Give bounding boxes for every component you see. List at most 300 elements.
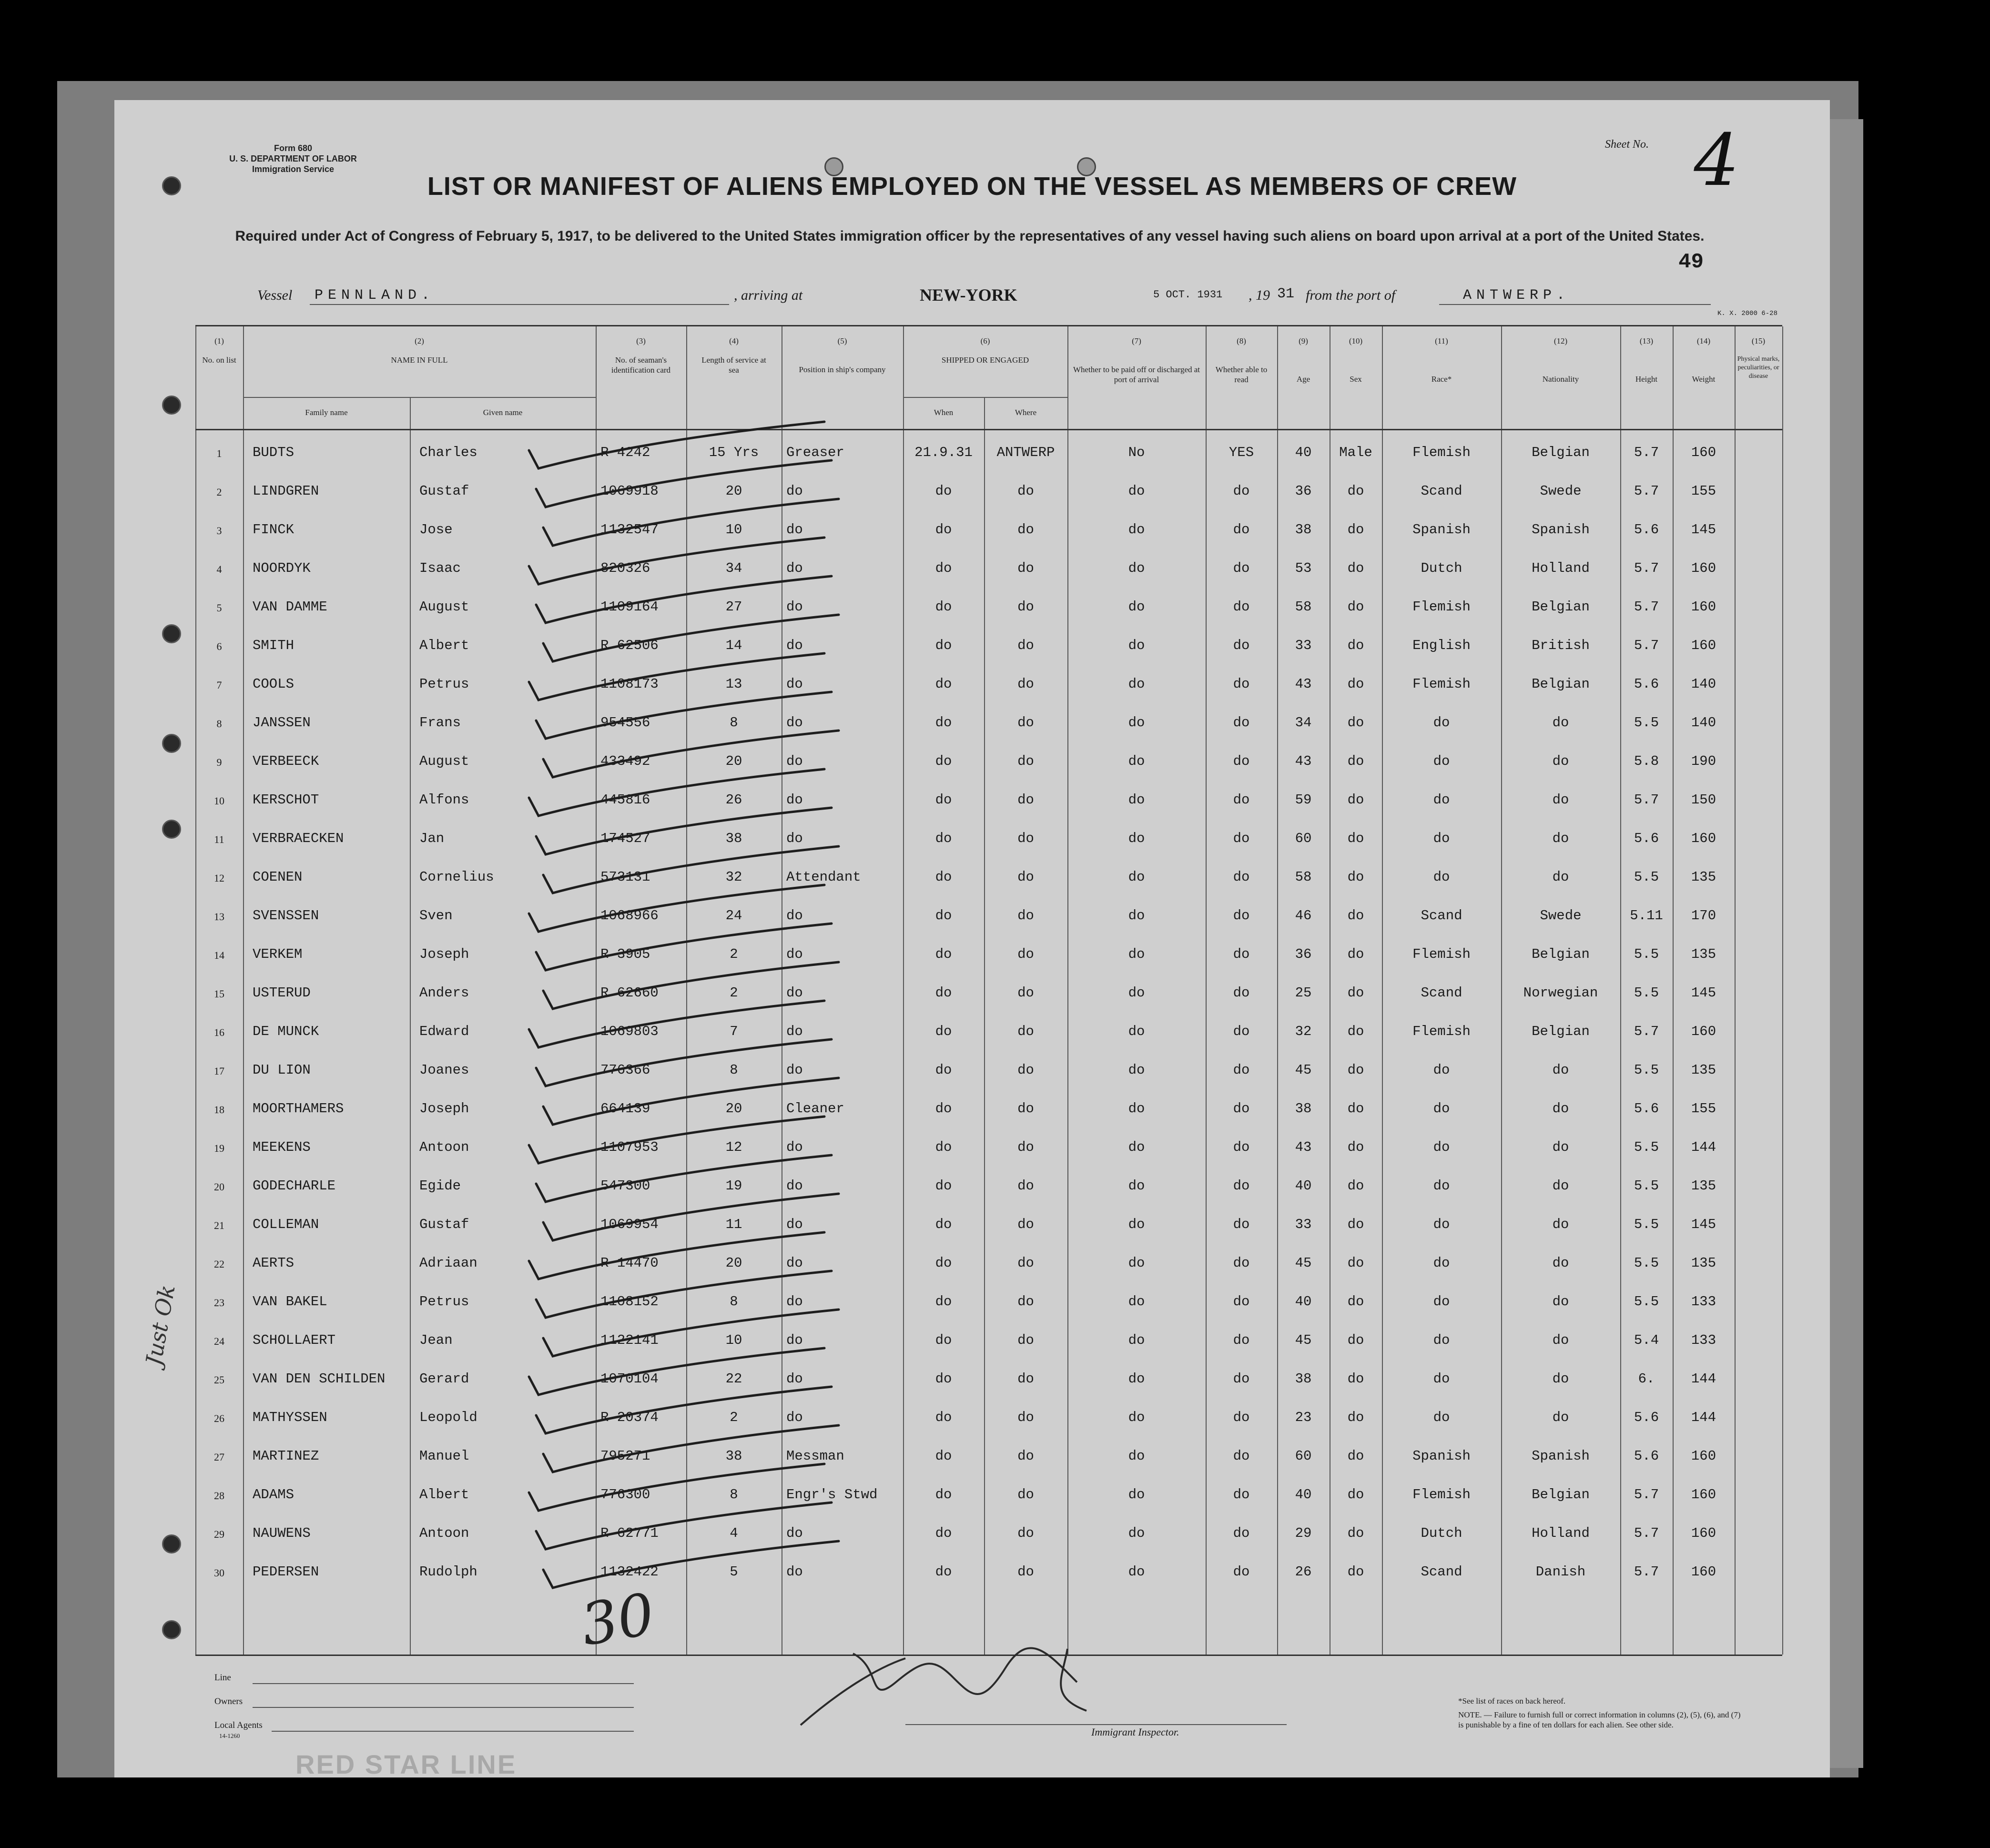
cell-nationality: do: [1552, 1332, 1569, 1348]
cell-age: 60: [1295, 831, 1312, 846]
cell-sex: do: [1347, 676, 1364, 692]
cell-sex: do: [1347, 1024, 1364, 1039]
cell-length: 8: [730, 1062, 738, 1078]
cell-card: 795271: [600, 1448, 650, 1464]
col-nationality-header: Nationality: [1542, 375, 1579, 384]
cell-given: Charles: [419, 445, 477, 460]
cell-nationality: do: [1552, 753, 1569, 769]
cell-age: 38: [1295, 1371, 1312, 1387]
cell-position: do: [786, 676, 803, 692]
cell-sex: do: [1347, 1294, 1364, 1310]
cell-no: 22: [214, 1258, 224, 1270]
cell-position: do: [786, 831, 803, 846]
year: 31: [1277, 286, 1295, 302]
col-marks-number: (15): [1751, 336, 1766, 345]
cell-paid: do: [1128, 1410, 1145, 1425]
cell-nationality: do: [1552, 831, 1569, 846]
cell-where: do: [1017, 908, 1034, 924]
cell-sex: do: [1347, 792, 1364, 808]
cell-no: 30: [214, 1567, 224, 1579]
check-mark: [529, 1232, 824, 1279]
cell-race: do: [1433, 1410, 1450, 1425]
punch-hole: [162, 820, 181, 839]
cell-nationality: Belgian: [1532, 676, 1590, 692]
cell-nationality: do: [1552, 1139, 1569, 1155]
cell-nationality: do: [1552, 792, 1569, 808]
footer-agents-label: Local Agents: [214, 1720, 263, 1730]
check-mark: [529, 1001, 824, 1047]
check-mark: [543, 846, 839, 893]
cell-read: do: [1233, 638, 1250, 653]
cell-age: 59: [1295, 792, 1312, 808]
cell-given: Adriaan: [419, 1255, 477, 1271]
sheet-number: 4: [1694, 119, 1739, 202]
cell-age: 33: [1295, 1217, 1312, 1232]
col-paid-number: (7): [1132, 336, 1141, 345]
check-mark: [543, 499, 839, 546]
cell-age: 36: [1295, 946, 1312, 962]
cell-given: Antoon: [419, 1525, 469, 1541]
cell-read: do: [1233, 1217, 1250, 1232]
cell-family: MOORTHAMERS: [253, 1101, 344, 1117]
cell-weight: 144: [1691, 1139, 1716, 1155]
cell-nationality: Belgian: [1532, 946, 1590, 962]
cell-where: do: [1017, 560, 1034, 576]
check-mark: [536, 576, 832, 623]
cell-no: 8: [216, 718, 222, 730]
cell-paid: do: [1128, 1178, 1145, 1194]
penalty-note: NOTE. — Failure to furnish full or correct information in columns (2), (5), (6), and (7) is punishable by a fine of ten dollars for each alien. See other side.: [1458, 1710, 1741, 1729]
cell-card: R 62771: [600, 1525, 659, 1541]
cell-position: do: [786, 1139, 803, 1155]
col-position-header: Position in ship's company: [799, 365, 886, 374]
col-shipped-number: (6): [980, 336, 990, 345]
cell-height: 5.7: [1634, 1525, 1659, 1541]
cell-given: Isaac: [419, 560, 461, 576]
cell-position: do: [786, 1024, 803, 1039]
cell-height: 5.6: [1634, 1448, 1659, 1464]
cell-race: Scand: [1421, 985, 1462, 1001]
cell-paid: do: [1128, 1371, 1145, 1387]
cell-height: 5.5: [1634, 1178, 1659, 1194]
cell-nationality: do: [1552, 1062, 1569, 1078]
cell-race: do: [1433, 792, 1450, 808]
check-mark: [536, 460, 832, 507]
cell-card: 1069918: [600, 483, 659, 499]
cell-nationality: Belgian: [1532, 445, 1590, 460]
cell-card: 1132422: [600, 1564, 659, 1580]
cell-family: VAN DEN SCHILDEN: [253, 1371, 386, 1387]
cell-nationality: do: [1552, 1294, 1569, 1310]
cell-when: do: [935, 1487, 952, 1503]
cell-no: 18: [214, 1104, 224, 1116]
cell-race: Flemish: [1412, 445, 1471, 460]
cell-sex: do: [1347, 715, 1364, 731]
cell-no: 12: [214, 872, 224, 884]
cell-race: do: [1433, 1178, 1450, 1194]
cell-card: 1068966: [600, 908, 659, 924]
cell-position: Messman: [786, 1448, 844, 1464]
cell-card: 1109164: [600, 599, 659, 615]
cell-length: 10: [725, 522, 742, 538]
cell-given: August: [419, 599, 469, 615]
cell-weight: 190: [1691, 753, 1716, 769]
col-weight-header: Weight: [1692, 375, 1716, 384]
cell-height: 5.5: [1634, 946, 1659, 962]
cell-height: 5.7: [1634, 560, 1659, 576]
footer-owners-label: Owners: [214, 1696, 243, 1706]
punch-hole: [162, 1534, 181, 1554]
check-mark: [543, 615, 839, 661]
cell-where: do: [1017, 638, 1034, 653]
cell-family: PEDERSEN: [253, 1564, 319, 1580]
cell-given: Joanes: [419, 1062, 469, 1078]
cell-family: COENEN: [253, 869, 303, 885]
cell-read: do: [1233, 792, 1250, 808]
cell-family: AERTS: [253, 1255, 294, 1271]
cell-read: do: [1233, 753, 1250, 769]
cell-family: SMITH: [253, 638, 294, 653]
cell-position: do: [786, 753, 803, 769]
cell-no: 5: [216, 602, 222, 614]
cell-age: 46: [1295, 908, 1312, 924]
cell-length: 20: [725, 1255, 742, 1271]
cell-sex: do: [1347, 1448, 1364, 1464]
cell-sex: do: [1347, 1371, 1364, 1387]
cell-paid: do: [1128, 1294, 1145, 1310]
cell-position: do: [786, 1564, 803, 1580]
check-mark: [536, 1387, 832, 1433]
check-mark: [536, 924, 832, 970]
cell-card: R 4242: [600, 445, 650, 460]
cell-when: do: [935, 869, 952, 885]
cell-family: MEEKENS: [253, 1139, 311, 1155]
cell-card: 954556: [600, 715, 650, 731]
col-race-header: Race*: [1431, 375, 1452, 384]
cell-weight: 135: [1691, 1062, 1716, 1078]
cell-height: 5.6: [1634, 1101, 1659, 1117]
cell-height: 6.: [1638, 1371, 1655, 1387]
cell-position: do: [786, 638, 803, 653]
cell-when: do: [935, 599, 952, 615]
cell-where: do: [1017, 946, 1034, 962]
cell-read: do: [1233, 1487, 1250, 1503]
cell-sex: do: [1347, 1178, 1364, 1194]
cell-no: 19: [214, 1142, 224, 1154]
cell-where: do: [1017, 1024, 1034, 1039]
cell-card: 445816: [600, 792, 650, 808]
cell-race: do: [1433, 1255, 1450, 1271]
cell-where: do: [1017, 985, 1034, 1001]
cell-nationality: Swede: [1540, 908, 1582, 924]
cell-length: 8: [730, 715, 738, 731]
cell-height: 5.5: [1634, 715, 1659, 731]
cell-card: R 14470: [600, 1255, 659, 1271]
cell-race: do: [1433, 1101, 1450, 1117]
cell-nationality: do: [1552, 1410, 1569, 1425]
cell-weight: 135: [1691, 946, 1716, 962]
crew-table: [195, 325, 1782, 1656]
cell-sex: do: [1347, 985, 1364, 1001]
cell-position: do: [786, 599, 803, 615]
cell-no: 1: [216, 447, 222, 459]
cell-length: 13: [725, 676, 742, 692]
cell-family: VAN DAMME: [253, 599, 327, 615]
cell-no: 11: [214, 833, 224, 845]
vessel-label: Vessel: [257, 287, 293, 303]
cell-race: Spanish: [1412, 522, 1471, 538]
cell-height: 5.6: [1634, 831, 1659, 846]
cell-paid: do: [1128, 1525, 1145, 1541]
cell-where: do: [1017, 1101, 1034, 1117]
underline: [1439, 304, 1711, 305]
cell-when: do: [935, 483, 952, 499]
page-title: LIST OR MANIFEST OF ALIENS EMPLOYED ON THE VESSEL AS MEMBERS OF CREW: [427, 172, 1517, 201]
cell-paid: do: [1128, 831, 1145, 846]
cell-no: 15: [214, 988, 224, 1000]
cell-height: 5.7: [1634, 638, 1659, 653]
cell-length: 19: [725, 1178, 742, 1194]
cell-height: 5.6: [1634, 522, 1659, 538]
col-when-header: When: [934, 408, 954, 417]
cell-weight: 135: [1691, 1178, 1716, 1194]
cell-where: do: [1017, 1525, 1034, 1541]
cell-when: do: [935, 1564, 952, 1580]
cell-age: 23: [1295, 1410, 1312, 1425]
cell-family: SVENSSEN: [253, 908, 319, 924]
cell-height: 5.5: [1634, 1255, 1659, 1271]
cell-paid: do: [1128, 753, 1145, 769]
cell-length: 10: [725, 1332, 742, 1348]
cell-weight: 160: [1691, 1024, 1716, 1039]
cell-family: ADAMS: [253, 1487, 294, 1503]
cell-paid: do: [1128, 1255, 1145, 1271]
cell-length: 11: [725, 1217, 742, 1232]
cell-given: Cornelius: [419, 869, 494, 885]
cell-weight: 135: [1691, 1255, 1716, 1271]
cell-nationality: do: [1552, 1101, 1569, 1117]
cell-when: do: [935, 638, 952, 653]
cell-position: do: [786, 560, 803, 576]
cell-weight: 150: [1691, 792, 1716, 808]
cell-where: do: [1017, 1371, 1034, 1387]
cell-position: do: [786, 1217, 803, 1232]
races-note: *See list of races on back hereof.: [1458, 1696, 1566, 1706]
cell-sex: do: [1347, 908, 1364, 924]
cell-paid: do: [1128, 792, 1145, 808]
margin-note: Just Ok: [141, 1283, 180, 1368]
cell-card: 1122141: [600, 1332, 659, 1348]
cell-family: MARTINEZ: [253, 1448, 319, 1464]
cell-length: 27: [725, 599, 742, 615]
cell-nationality: do: [1552, 1255, 1569, 1271]
cell-race: do: [1433, 1332, 1450, 1348]
cell-where: do: [1017, 1217, 1034, 1232]
cell-read: do: [1233, 908, 1250, 924]
cell-where: do: [1017, 715, 1034, 731]
cell-no: 17: [214, 1065, 224, 1077]
cell-position: do: [786, 1525, 803, 1541]
handwritten-checkmarks: [195, 326, 1782, 1655]
cell-no: 6: [216, 640, 222, 652]
col-age-header: Age: [1296, 375, 1310, 384]
cell-race: Scand: [1421, 908, 1462, 924]
cell-no: 26: [214, 1412, 224, 1424]
cell-height: 5.8: [1634, 753, 1659, 769]
cell-height: 5.7: [1634, 1024, 1659, 1039]
cell-weight: 144: [1691, 1410, 1716, 1425]
cell-where: do: [1017, 1294, 1034, 1310]
underline: [253, 1683, 634, 1684]
cell-sex: do: [1347, 1564, 1364, 1580]
cell-paid: do: [1128, 522, 1145, 538]
cell-race: do: [1433, 753, 1450, 769]
cell-position: do: [786, 985, 803, 1001]
col-read-number: (8): [1237, 336, 1246, 345]
cell-where: do: [1017, 1564, 1034, 1580]
cell-given: Jose: [419, 522, 453, 538]
voyage-line: [257, 285, 1711, 309]
cell-weight: 145: [1691, 985, 1716, 1001]
cell-weight: 155: [1691, 1101, 1716, 1117]
cell-nationality: do: [1552, 869, 1569, 885]
cell-paid: do: [1128, 715, 1145, 731]
cell-family: NAUWENS: [253, 1525, 311, 1541]
cell-sex: do: [1347, 1101, 1364, 1117]
cell-no: 10: [214, 795, 224, 807]
cell-card: R 3905: [600, 946, 650, 962]
cell-age: 32: [1295, 1024, 1312, 1039]
cell-weight: 160: [1691, 831, 1716, 846]
cell-length: 38: [725, 1448, 742, 1464]
check-mark: [536, 692, 832, 739]
cell-card: 547300: [600, 1178, 650, 1194]
cell-where: do: [1017, 753, 1034, 769]
cell-weight: 133: [1691, 1294, 1716, 1310]
cell-race: Dutch: [1421, 1525, 1462, 1541]
cell-position: Engr's Stwd: [786, 1487, 878, 1503]
cell-height: 5.7: [1634, 445, 1659, 460]
cell-race: do: [1433, 1294, 1450, 1310]
cell-family: SCHOLLAERT: [253, 1332, 336, 1348]
cell-read: do: [1233, 483, 1250, 499]
cell-where: do: [1017, 1487, 1034, 1503]
punch-hole: [162, 624, 181, 643]
cell-position: do: [786, 483, 803, 499]
cell-position: do: [786, 946, 803, 962]
port-of-arrival: NEW-YORK: [920, 285, 1017, 305]
cell-when: do: [935, 792, 952, 808]
cell-where: do: [1017, 869, 1034, 885]
cell-when: do: [935, 1217, 952, 1232]
check-mark: [536, 1039, 832, 1086]
cell-card: R 62660: [600, 985, 659, 1001]
col-no-number: (1): [214, 336, 224, 345]
punch-hole: [162, 1620, 181, 1639]
cell-when: do: [935, 985, 952, 1001]
cell-nationality: Belgian: [1532, 1487, 1590, 1503]
cell-no: 24: [214, 1335, 224, 1347]
cell-position: do: [786, 1255, 803, 1271]
cell-family: VERBRAECKEN: [253, 831, 344, 846]
cell-length: 2: [730, 946, 738, 962]
subtitle: Required under Act of Congress of February 5, 1917, to be delivered to the United States immigration officer by the representatives of any vessel having such aliens on board upon arrival at a port of the United States.: [235, 228, 1705, 244]
cell-where: do: [1017, 676, 1034, 692]
cell-family: COOLS: [253, 676, 294, 692]
cell-read: do: [1233, 1371, 1250, 1387]
cell-age: 25: [1295, 985, 1312, 1001]
arriving-label: , arriving at: [734, 287, 803, 303]
cell-where: do: [1017, 792, 1034, 808]
cell-length: 8: [730, 1487, 738, 1503]
cell-given: Albert: [419, 1487, 469, 1503]
check-mark: [543, 1194, 839, 1240]
cell-nationality: Spanish: [1532, 1448, 1590, 1464]
cell-weight: 140: [1691, 676, 1716, 692]
check-mark: [536, 808, 832, 854]
cell-length: 2: [730, 985, 738, 1001]
cell-when: do: [935, 946, 952, 962]
col-length-header: Length of service at sea: [701, 355, 766, 375]
cell-read: do: [1233, 1294, 1250, 1310]
underline: [310, 304, 729, 305]
cell-sex: do: [1347, 638, 1364, 653]
cell-where: do: [1017, 599, 1034, 615]
cell-age: 26: [1295, 1564, 1312, 1580]
cell-position: do: [786, 1371, 803, 1387]
cell-card: 1108173: [600, 676, 659, 692]
cell-length: 26: [725, 792, 742, 808]
cell-given: Gerard: [419, 1371, 469, 1387]
cell-age: 43: [1295, 1139, 1312, 1155]
cell-paid: do: [1128, 599, 1145, 615]
cell-given: Albert: [419, 638, 469, 653]
cell-no: 21: [214, 1219, 224, 1231]
cell-race: Flemish: [1412, 676, 1471, 692]
cell-nationality: Belgian: [1532, 599, 1590, 615]
cell-length: 8: [730, 1294, 738, 1310]
cell-where: do: [1017, 1332, 1034, 1348]
cell-race: do: [1433, 1371, 1450, 1387]
cell-weight: 145: [1691, 522, 1716, 538]
cell-paid: do: [1128, 676, 1145, 692]
cell-race: do: [1433, 831, 1450, 846]
cell-no: 3: [216, 525, 222, 537]
cell-given: Sven: [419, 908, 453, 924]
cell-age: 36: [1295, 483, 1312, 499]
check-mark: [529, 1464, 824, 1511]
cell-card: 1069803: [600, 1024, 659, 1039]
cell-weight: 170: [1691, 908, 1716, 924]
cell-given: Gustaf: [419, 1217, 469, 1232]
cell-weight: 155: [1691, 483, 1716, 499]
cell-when: do: [935, 1332, 952, 1348]
cell-weight: 160: [1691, 1525, 1716, 1541]
cell-height: 5.7: [1634, 1487, 1659, 1503]
cell-length: 4: [730, 1525, 738, 1541]
cell-no: 23: [214, 1297, 224, 1309]
cell-race: Flemish: [1412, 946, 1471, 962]
cell-no: 25: [214, 1374, 224, 1386]
inspector-signature: [782, 1639, 1115, 1744]
cell-length: 20: [725, 1101, 742, 1117]
cell-family: BUDTS: [253, 445, 294, 460]
cell-race: Flemish: [1412, 1487, 1471, 1503]
cell-length: 12: [725, 1139, 742, 1155]
cell-age: 40: [1295, 1487, 1312, 1503]
cell-sex: do: [1347, 946, 1364, 962]
cell-position: Attendant: [786, 869, 861, 885]
